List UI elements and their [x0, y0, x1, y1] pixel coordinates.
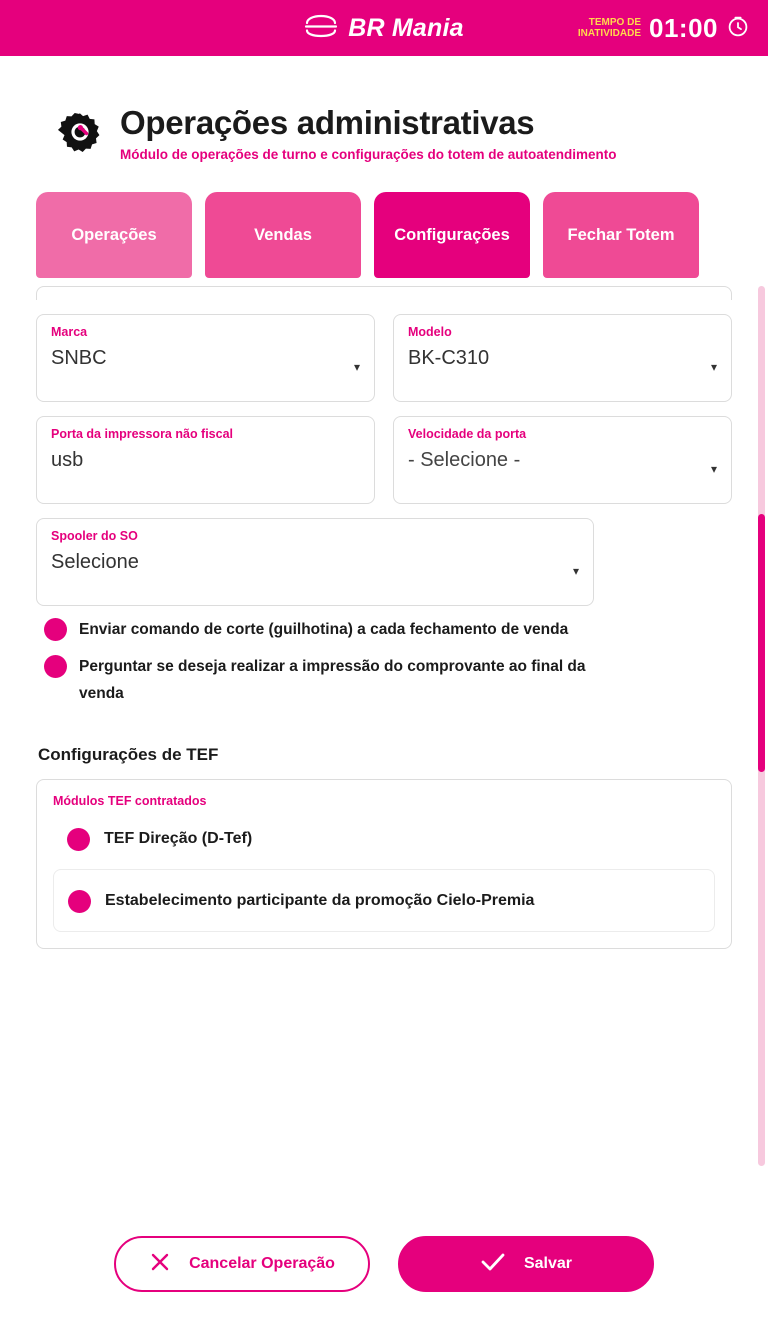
- radio-selected-icon[interactable]: [44, 655, 67, 678]
- page-header: [0, 56, 768, 164]
- field-marca-label: Marca: [51, 325, 88, 339]
- field-modelo[interactable]: [393, 314, 732, 402]
- field-row-3: [36, 518, 732, 606]
- tef-item-cielo-premia[interactable]: [53, 869, 715, 932]
- tef-item-cielo-premia-label: Estabelecimento participante da promoção Cielo-Premia: [105, 891, 535, 909]
- clock-icon: [726, 14, 750, 43]
- close-x-icon: [149, 1251, 171, 1278]
- save-button[interactable]: [398, 1236, 654, 1292]
- field-velocidade-porta-label: Velocidade da porta: [408, 427, 527, 441]
- chevron-down-icon[interactable]: ▾: [710, 462, 717, 476]
- cancel-operation-button[interactable]: [114, 1236, 370, 1292]
- field-cutoff-top: [36, 286, 732, 300]
- brand: [304, 14, 464, 43]
- chevron-down-icon[interactable]: ▾: [353, 360, 360, 374]
- field-velocidade-porta-value: - Selecione -: [408, 449, 521, 471]
- save-label: Salvar: [523, 1255, 573, 1272]
- field-modelo-value: BK-C310: [408, 347, 490, 369]
- option-corte-guilhotina[interactable]: [36, 606, 732, 643]
- field-spooler-so-value: Selecione: [51, 551, 139, 573]
- field-modelo-label: Modelo: [408, 325, 452, 339]
- field-porta-impressora[interactable]: [36, 416, 375, 504]
- tef-modules-label: Módulos TEF contratados: [53, 794, 207, 808]
- tab-vendas[interactable]: Vendas: [205, 192, 361, 278]
- check-icon: [480, 1251, 506, 1278]
- radio-selected-icon[interactable]: [67, 828, 90, 851]
- field-spooler-so-label: Spooler do SO: [51, 529, 138, 543]
- scrollbar-thumb[interactable]: [758, 514, 765, 772]
- tab-configuracoes[interactable]: Configurações: [374, 192, 530, 278]
- field-row-2: [36, 416, 732, 504]
- section-title-tef: Configurações de TEF: [38, 745, 219, 764]
- inactivity-label: TEMPO DE INATIVIDADE: [577, 17, 641, 39]
- option-corte-guilhotina-label: Enviar comando de corte (guilhotina) a cada fechamento de venda: [79, 621, 569, 638]
- chevron-down-icon[interactable]: ▾: [572, 564, 579, 578]
- inactivity-time: 01:00: [649, 12, 718, 43]
- option-perguntar-impressao[interactable]: [36, 643, 732, 707]
- top-bar: [0, 0, 768, 56]
- footer-actions: [0, 1204, 768, 1324]
- field-porta-impressora-label: Porta da impressora não fiscal: [51, 427, 234, 441]
- field-marca-value: SNBC: [51, 347, 107, 369]
- tef-item-dtef[interactable]: [53, 824, 715, 853]
- field-spooler-so[interactable]: [36, 518, 594, 606]
- chevron-down-icon[interactable]: ▾: [710, 360, 717, 374]
- tab-bar: [0, 164, 768, 278]
- option-perguntar-impressao-label: Perguntar se deseja realizar a impressão do comprovante ao final da venda: [79, 658, 586, 702]
- brand-name: BR Mania: [348, 13, 464, 42]
- inactivity-timer: [577, 0, 750, 56]
- burger-icon: [304, 14, 338, 43]
- cancel-operation-label: Cancelar Operação: [189, 1255, 335, 1272]
- tef-modules-box: [36, 779, 732, 949]
- radio-selected-icon[interactable]: [44, 618, 67, 641]
- tef-item-dtef-label: TEF Direção (D-Tef): [104, 829, 253, 847]
- page-title: Operações administrativas: [120, 104, 535, 141]
- field-porta-impressora-value: usb: [51, 449, 84, 471]
- tab-fechar-totem[interactable]: Fechar Totem: [543, 192, 699, 278]
- gear-settings-icon: [56, 110, 104, 163]
- radio-selected-icon[interactable]: [68, 890, 91, 913]
- field-row-1: [36, 314, 732, 402]
- field-velocidade-porta[interactable]: [393, 416, 732, 504]
- settings-scroll-area[interactable]: [0, 286, 768, 1166]
- tab-operacoes[interactable]: Operações: [36, 192, 192, 278]
- field-marca[interactable]: [36, 314, 375, 402]
- page-subtitle: Módulo de operações de turno e configurações do totem de autoatendimento: [120, 147, 617, 162]
